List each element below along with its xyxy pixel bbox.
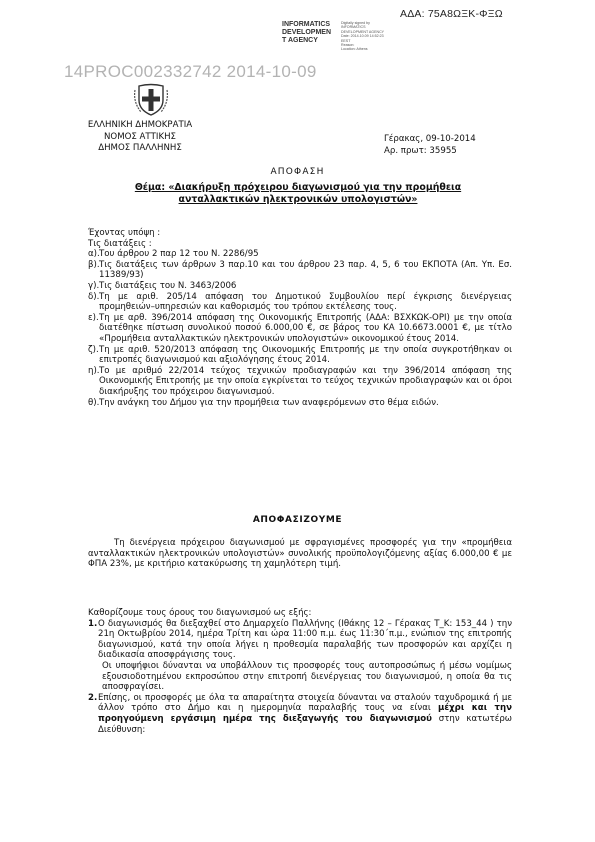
agency-name [282,21,331,45]
term-label: 1. [88,618,98,629]
signature-line: Date: 2014.10.09 14:52:23 [341,34,384,39]
decision-section [88,538,512,570]
subject [92,182,504,205]
protocol-number: Αρ. πρωτ: 35955 [384,145,457,156]
document-title: ΑΠΟΦΑΣΗ [270,167,325,177]
provision-label: θ). [88,397,100,408]
provision-text: Τις διατάξεις των άρθρων 3 παρ.10 και του άρθρου 23 παρ. 4, 5, 6 του ΕΚΠΟΤΑ (Απ. Υπ. Εσ. 11389/93) [99,259,512,281]
provision-label: δ). [88,291,100,302]
terms-section [88,608,512,735]
provision-text: Τη με αριθ. 520/2013 απόφαση της Οικονομικής Επιτροπής με την οποία συγκροτήθηκαν οι επιτροπές διαγωνισμού και αξιολόγησης έτους 2014. [99,344,512,366]
signature-line: DEVELOPMENT AGENCY [341,29,385,34]
provision-label: γ). [88,280,100,291]
provision-text: Την ανάγκη του Δήμου για την προμήθεια των αναφερόμενων στο θέμα ειδών. [99,397,439,408]
document-date: Γέρακας, 09-10-2014 [384,134,476,144]
issuer-line: ΝΟΜΟΣ ΑΤΤΙΚΗΣ [104,131,176,142]
provision-item [88,313,512,345]
term-item [88,693,512,735]
term-text: Ο διαγωνισμός θα διεξαχθεί στο Δημαρχείο Παλλήνης (Ιθάκης 12 – Γέρακας Τ_Κ: 153_44 ) την 21η Οκτωβρίου 2014, ημέρα Τρίτη και ώρα 11:00 π.μ. έως 11:30΄π.μ., ενώπιον της επιτροπής διαγωνισμού, κατά την οποία λήγει η προθεσμία παραλαβής των προσφορών και αρχίζει η διαδικασία αποσφράγισης τους. [98,618,512,661]
term-text [98,693,512,735]
intro-line: Τις διατάξεις : [88,238,152,249]
signature-line: EEST [341,38,351,43]
issuer-line: ΔΗΜΟΣ ΠΑΛΛΗΝΗΣ [98,143,182,153]
provision-item [88,366,512,398]
protocol-stamp: 14PROC002332742 2014-10-09 [64,62,317,81]
signature-line: Location: Athens [341,47,368,52]
provision-text: Τη με αριθ. 205/14 απόφαση του Δημοτικού Συμβουλίου περί έγκρισης διενέργειας προμηθειών–υπηρεσιών και καθορισμός του τρόπου εκτέλεσης τους. [99,291,512,313]
provision-label: β). [88,259,100,270]
signature-line: INFORMATICS [341,25,366,30]
provision-item [88,292,512,313]
signature-line: Digitally signed by [341,21,370,25]
provision-item [88,249,512,260]
decision-paragraph: Τη διενέργεια πρόχειρου διαγωνισμού με σφραγισμένες προσφορές για την «προμήθεια ανταλλακτικών ηλεκτρονικών υπολογιστών» συνολικής προϋπολογιζόμενης αξίας 6.000,00 € με ΦΠΑ 23%, με κριτήριο κατακύρωσης τη χαμηλότερη τιμή. [88,538,512,570]
decision-title: ΑΠΟΦΑΣΙΖΟΥΜΕ [252,515,343,525]
agency-line: DEVELOPMEN [282,29,332,36]
provision-text: Το με αριθμό 22/2014 τεύχος τεχνικών προδιαγραφών και την 396/2014 απόφαση της Οικονομικής Επιτροπής με την οποία εγκρίνεται το τεύχος τεχνικών προδιαγραφών και οι όροι διακήρυξης του πρόχειρου διαγωνισμού. [99,365,512,397]
provision-label: ζ). [88,344,99,355]
issuer-header [60,120,220,155]
term-text-part: στην κατωτέρω Διεύθυνση: [98,713,512,735]
agency-line: INFORMATICS [282,21,331,28]
ada-code: ΑΔΑ: 75Α8ΩΞΚ-ΦΞΩ [400,8,503,20]
subject-line: Θέμα: «Διακήρυξη πρόχειρου διαγωνισμού για την προμήθεια [134,182,462,193]
provision-text: Του άρθρου 2 παρ 12 του Ν. 2286/95 [99,249,259,260]
issuer-line: ΕΛΛΗΝΙΚΗ ΔΗΜΟΚΡΑΤΙΑ [87,120,193,130]
digital-signature [341,21,411,52]
intro-line: Έχοντας υπόψη : [88,228,161,238]
provisions-section [88,228,512,408]
term-text-part: Επίσης, οι προσφορές με όλα τα απαραίτητα στοιχεία δύνανται να σταλούν ταχυδρομικά ή με άλλον τρόπο στο Δήμο και η ημερομηνία παραλαβής τους να είναι [98,692,512,714]
term-item [88,619,512,661]
terms-intro: Καθορίζουμε τους όρους του διαγωνισμού ως εξής: [88,608,312,618]
provision-item [88,345,512,366]
provision-item [88,260,512,281]
provision-label: η). [88,365,100,376]
provision-item [88,398,512,409]
agency-line: T AGENCY [282,37,318,44]
provision-label: ε). [88,312,99,323]
greek-emblem-icon [133,82,169,116]
term-label: 2. [88,692,98,703]
provision-label: α). [88,249,100,260]
provision-item [88,281,512,292]
date-protocol [384,134,476,157]
subject-line: ανταλλακτικών ηλεκτρονικών υπολογιστών» [178,193,418,205]
term-extra: Οι υποψήφιοι δύνανται να υποβάλλουν τις προσφορές τους αυτοπροσώπως ή μέσω νομίμως εξουσιοδοτημένου εκπροσώπου στην επιτροπή διενέργειας του διαγωνισμού, η οποία θα τις αποσφραγίσει. [102,660,512,693]
term-text-bold: μέχρι και την προηγούμενη εργάσιμη ημέρα της διεξαγωγής του διαγωνισμού [98,703,513,724]
provision-text: Τη με αρθ. 396/2014 απόφαση της Οικονομικής Επιτροπής (ΑΔΑ: ΒΣΧΚΩΚ-ΟΡΙ) με την οποία διατέθηκε πίστωση συνολικού ποσού 6.000,00 €, σε βάρος του ΚΑ 10.6673.0001 €, με τίτλο «Προμήθεια ανταλλακτικών ηλεκτρονικών υπολογιστών» οικονομικού έτους 2014. [99,312,512,344]
provision-text: Τις διατάξεις του Ν. 3463/2006 [99,280,237,291]
signature-line: Reason: [341,43,355,48]
